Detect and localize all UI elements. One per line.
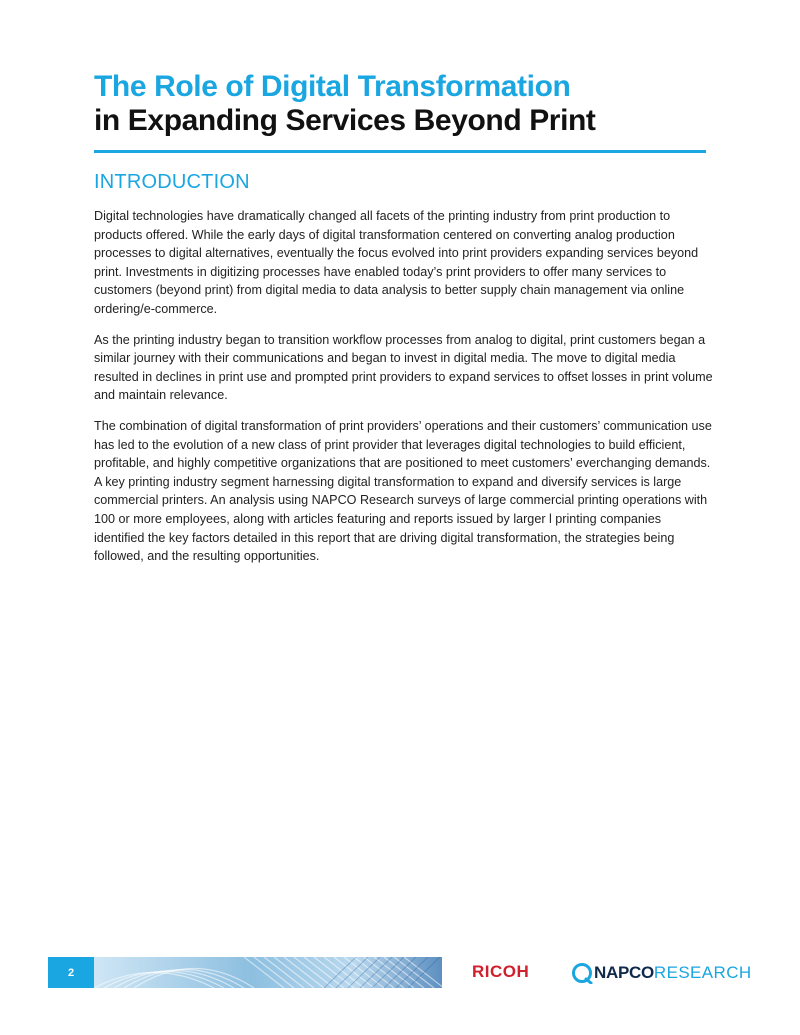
paragraph-3: The combination of digital transformation of print providers’ operations and their customers’ communication use has led to the evolution of a new class of print provider that leverages digital technologies to build efficient, profitable, and highly competitive organizations that are positioned to meet customers’ everchanging demands. A key printing industry segment harnessing digital transformation to expand and diversify services is large commercial printers. An analysis using NAPCO Research surveys of large commercial printing operations with 100 or more employees, along with articles featuring and reports issued by larger l printing companies identified the key factors detailed in this report that are driving digital transformation, the strategies being followed, and the resulting opportunities. <box>94 418 712 564</box>
title-line-1: The Role of Digital Transformation <box>94 70 571 103</box>
footer-decorative-image <box>94 957 442 988</box>
paragraph-1: Digital technologies have dramatically changed all facets of the printing industry from print production to products offered. While the early days of digital transformation centered on converting analog production processes to digital alternatives, eventually the focus evolved into print providers expanding services beyond print. Investments in digitizing processes have enabled today’s print providers to offer many services to customers (beyond print) from digital media to data analysis to better supply chain management via online ordering/e-commerce. <box>94 209 699 316</box>
page-footer <box>0 957 800 991</box>
title-divider <box>94 150 706 153</box>
page-number-badge <box>48 957 94 988</box>
body-text <box>94 207 714 578</box>
section-heading: INTRODUCTION <box>94 171 250 193</box>
napco-research-logo <box>571 960 752 986</box>
napco-wordmark: NAPCO <box>594 963 654 982</box>
paragraph-2: As the printing industry began to transition workflow processes from analog to digital, print customers began a similar journey with their communications and began to invest in digital media. The move to digital media resulted in declines in print use and prompted print providers to expand services to offset losses in print volume and maintain relevance. <box>94 332 713 403</box>
title-line-2: in Expanding Services Beyond Print <box>94 104 596 137</box>
research-wordmark: RESEARCH <box>653 963 752 982</box>
ricoh-logo: RICOH <box>472 962 530 981</box>
page-title <box>94 70 714 138</box>
page-number: 2 <box>67 966 75 979</box>
napco-circle-icon <box>571 962 593 984</box>
